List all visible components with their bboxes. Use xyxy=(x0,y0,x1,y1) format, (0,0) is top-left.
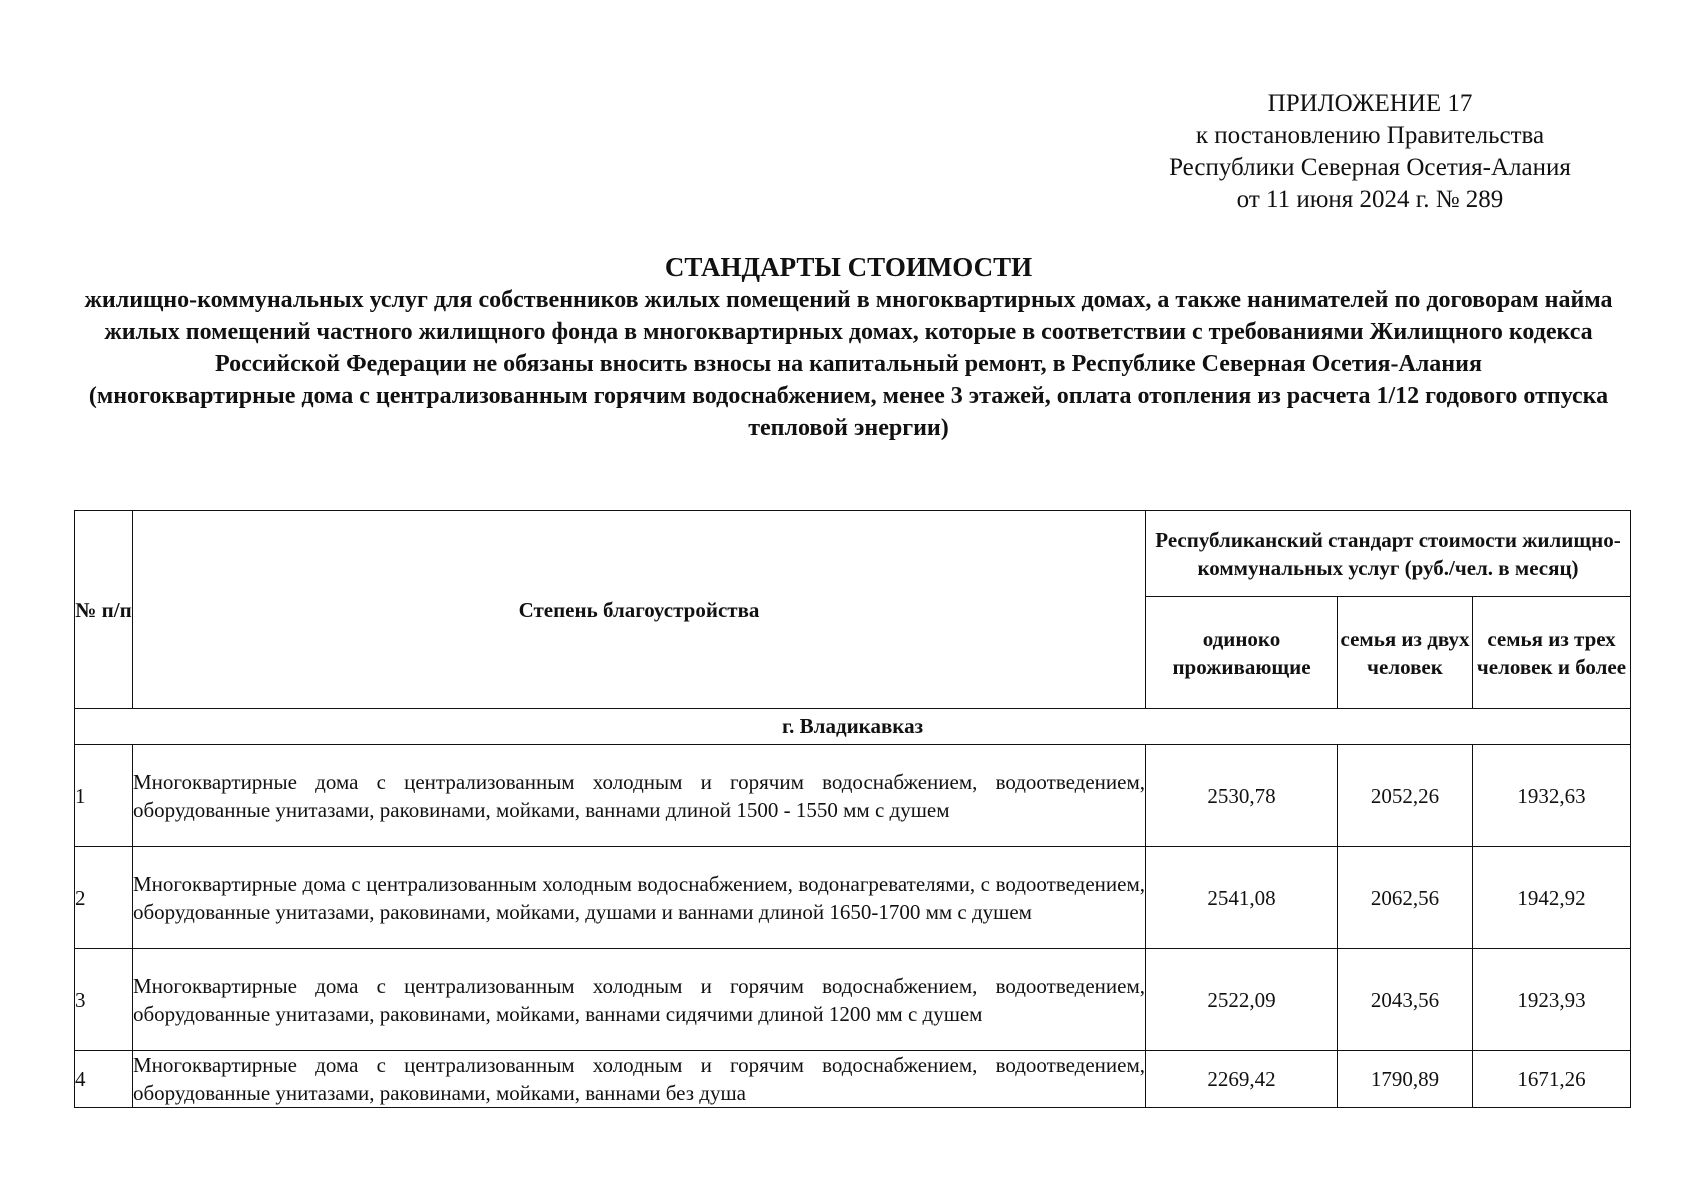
table-row xyxy=(75,745,1631,847)
row-three-plus-value: 1671,26 xyxy=(1473,1051,1631,1108)
appendix-line-1: ПРИЛОЖЕНИЕ 17 xyxy=(1267,90,1473,117)
row-number: 3 xyxy=(75,949,133,1051)
document-note: (многоквартирные дома с централизованным горячим водоснабжением, менее 3 этажей, оплата отопления из расчета 1/12 годового отпуска тепловой энергии) xyxy=(88,383,1609,441)
row-number: 4 xyxy=(75,1051,133,1108)
table-row xyxy=(75,1051,1631,1108)
header-standard-group: Республиканский стандарт стоимости жилищно-коммунальных услуг (руб./чел. в месяц) xyxy=(1146,511,1631,597)
document-heading xyxy=(60,250,1637,444)
row-two-value: 2052,26 xyxy=(1338,745,1473,847)
row-three-plus-value: 1942,92 xyxy=(1473,847,1631,949)
header-two: семья из двух человек xyxy=(1338,597,1473,709)
appendix-line-2: к постановлению Правительства xyxy=(1195,122,1545,149)
row-single-value: 2530,78 xyxy=(1146,745,1338,847)
row-description: Многоквартирные дома с централизованным холодным и горячим водоснабжением, водоотведением, оборудованные унитазами, раковинами, мойками, ваннами сидячими длиной 1200 мм с душем xyxy=(133,949,1146,1051)
header-three-plus: семья из трех человек и более xyxy=(1473,597,1631,709)
header-number: № п/п xyxy=(75,511,133,709)
table-row xyxy=(75,949,1631,1051)
table-row xyxy=(75,847,1631,949)
document-subtitle: жилищно-коммунальных услуг для собственников жилых помещений в многоквартирных домах, а также нанимателей по договорам найма жилых помещений частного жилищного фонда в многоквартирных домах, которые в соответствии с требованиями Жилищного кодекса Российской Федерации не обязаны вносить взносы на капитальный ремонт, в Республике Северная Осетия-Алания xyxy=(84,287,1613,377)
row-number: 1 xyxy=(75,745,133,847)
row-two-value: 1790,89 xyxy=(1338,1051,1473,1108)
row-description: Многоквартирные дома с централизованным холодным и горячим водоснабжением, водоотведением, оборудованные унитазами, раковинами, мойками, ваннами длиной 1500 - 1550 мм с душем xyxy=(133,745,1146,847)
row-single-value: 2522,09 xyxy=(1146,949,1338,1051)
row-description: Многоквартирные дома с централизованным холодным водоснабжением, водонагревателями, с водоотведением, оборудованные унитазами, раковинами, мойками, душами и ваннами длиной 1650-1700 мм с душем xyxy=(133,847,1146,949)
row-single-value: 2269,42 xyxy=(1146,1051,1338,1108)
section-row xyxy=(75,709,1631,745)
appendix-block xyxy=(1100,88,1640,216)
row-three-plus-value: 1932,63 xyxy=(1473,745,1631,847)
row-two-value: 2062,56 xyxy=(1338,847,1473,949)
table-header-row xyxy=(75,511,1631,597)
row-single-value: 2541,08 xyxy=(1146,847,1338,949)
row-number: 2 xyxy=(75,847,133,949)
header-single: одиноко проживающие xyxy=(1146,597,1338,709)
row-three-plus-value: 1923,93 xyxy=(1473,949,1631,1051)
header-degree: Степень благоустройства xyxy=(133,511,1146,709)
standards-table xyxy=(74,510,1631,1108)
document-title: СТАНДАРТЫ СТОИМОСТИ xyxy=(664,252,1033,282)
row-description: Многоквартирные дома с централизованным холодным и горячим водоснабжением, водоотведением, оборудованные унитазами, раковинами, мойками, ваннами без душа xyxy=(133,1051,1146,1108)
row-two-value: 2043,56 xyxy=(1338,949,1473,1051)
appendix-line-4: от 11 июня 2024 г. № 289 xyxy=(1236,186,1504,213)
appendix-line-3: Республики Северная Осетия-Алания xyxy=(1169,154,1571,181)
section-title: г. Владикавказ xyxy=(75,709,1631,745)
